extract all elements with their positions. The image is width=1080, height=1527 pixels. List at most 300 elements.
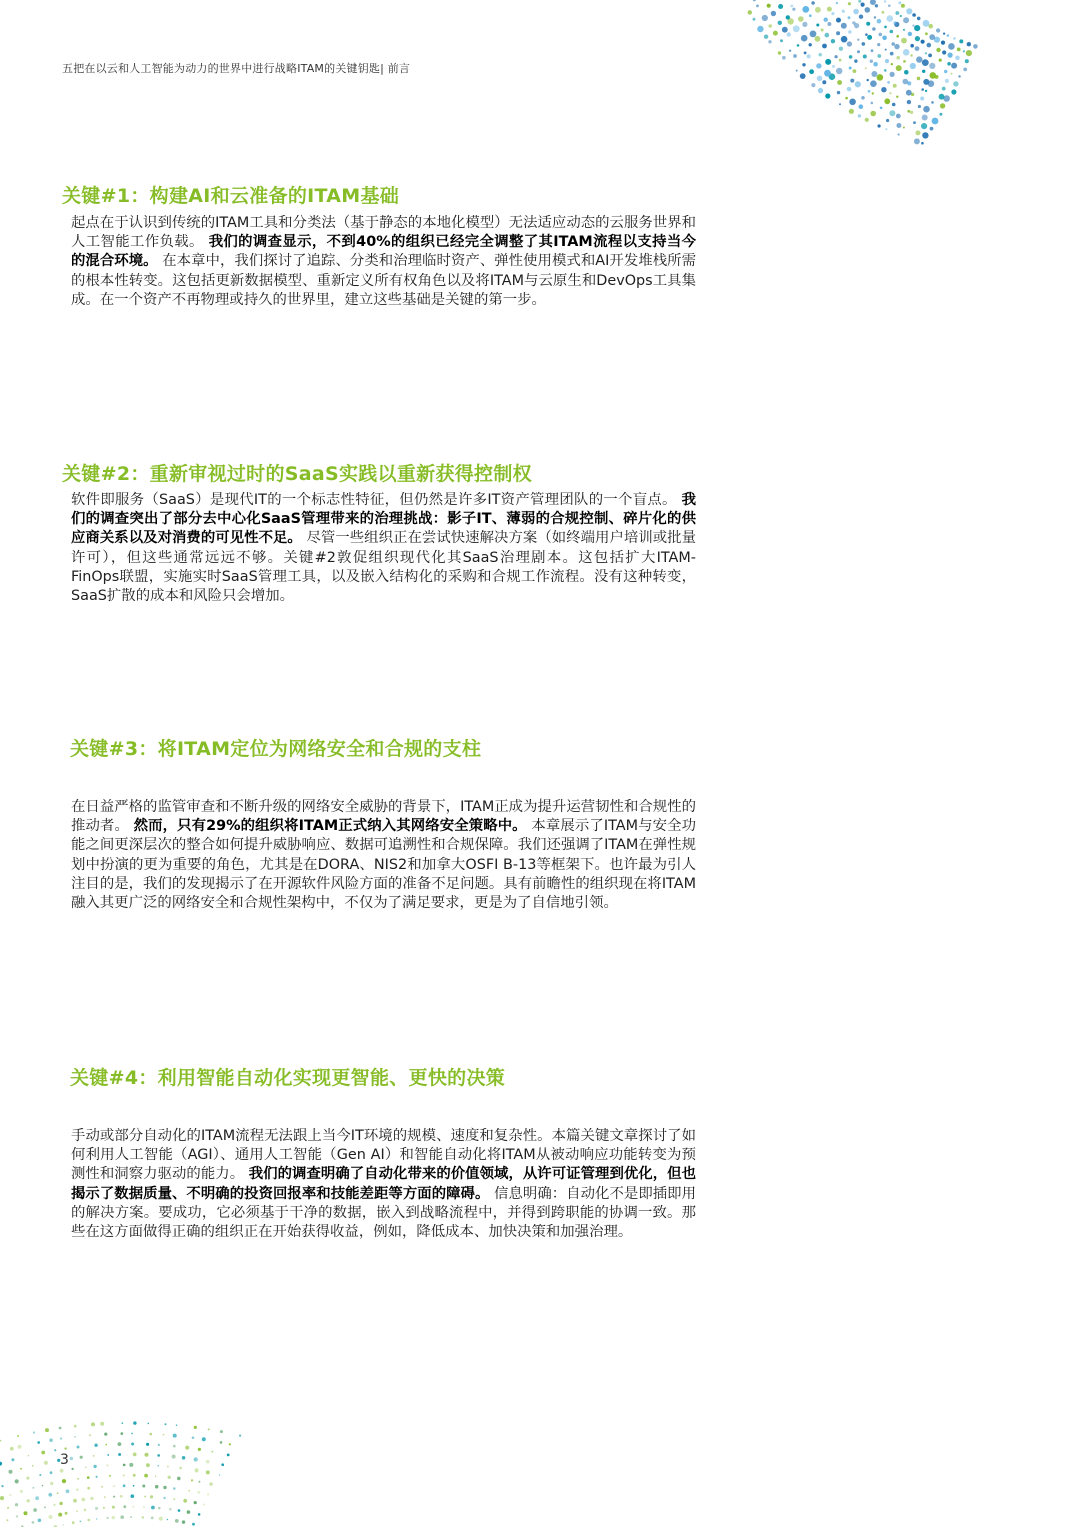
section-3-body-text: 在日益严格的监管审查和不断升级的网络安全威胁的背景下，ITAM正成为提升运营韧性和合规性的推动者。 bbox=[71, 799, 696, 835]
decorative-dot bbox=[903, 29, 905, 31]
decorative-dot bbox=[84, 1509, 87, 1512]
decorative-dot bbox=[131, 1443, 134, 1446]
decorative-dot bbox=[113, 1496, 115, 1498]
section-3-body-highlight: 然而，只有29%的组织将ITAM正式纳入其网络安全策略中。 bbox=[133, 818, 527, 835]
decorative-dot bbox=[0, 1462, 2, 1466]
decorative-dot bbox=[20, 1468, 22, 1470]
decorative-dot bbox=[917, 77, 921, 81]
decorative-dot bbox=[172, 1455, 176, 1459]
globe-dots-decoration-bottom bbox=[0, 1407, 330, 1527]
decorative-dot bbox=[41, 1451, 45, 1455]
decorative-dot bbox=[32, 1521, 35, 1524]
decorative-dot bbox=[837, 80, 842, 85]
decorative-dot bbox=[957, 48, 961, 52]
decorative-dot bbox=[177, 1477, 181, 1481]
decorative-dot bbox=[885, 128, 887, 130]
decorative-dot bbox=[965, 59, 969, 63]
decorative-dot bbox=[118, 1442, 122, 1446]
decorative-dot bbox=[853, 69, 857, 73]
decorative-dot bbox=[148, 1423, 150, 1425]
decorative-dot bbox=[54, 1449, 56, 1451]
decorative-dot bbox=[842, 10, 845, 13]
decorative-dot bbox=[74, 1425, 77, 1428]
decorative-dot bbox=[862, 42, 866, 46]
decorative-dot bbox=[6, 1519, 8, 1521]
decorative-dot bbox=[966, 50, 972, 56]
decorative-dot bbox=[819, 53, 822, 56]
decorative-dot bbox=[893, 84, 897, 88]
decorative-dot bbox=[903, 127, 905, 129]
decorative-dot bbox=[875, 4, 878, 7]
decorative-dot bbox=[896, 96, 898, 98]
decorative-dot bbox=[144, 1474, 148, 1478]
decorative-dot bbox=[921, 88, 924, 91]
decorative-dot bbox=[757, 26, 763, 32]
decorative-dot bbox=[872, 27, 876, 31]
decorative-dot bbox=[142, 1485, 145, 1488]
decorative-dot bbox=[940, 103, 945, 108]
decorative-dot bbox=[804, 52, 807, 55]
decorative-dot bbox=[163, 1497, 165, 1499]
decorative-dot bbox=[822, 80, 826, 84]
section-3-title: 关键#3：将ITAM定位为网络安全和合规的支柱 bbox=[70, 738, 482, 760]
decorative-dot bbox=[894, 44, 899, 49]
decorative-dot bbox=[792, 8, 795, 11]
decorative-dot bbox=[173, 1445, 176, 1448]
section-1-body-text-cont: 在本章中，我们探讨了追踪、分类和治理临时资产、弹性使用模式和AI开发堆栈所需的根本性转变。这包括更新数据模型、重新定义所有权角色以及将ITAM与云原生和DevOps工具集成。在一个资产不再物理或持久的世界里，建立这些基础是关键的第一步。 bbox=[71, 253, 696, 308]
decorative-dot bbox=[87, 1519, 90, 1522]
decorative-dot bbox=[123, 1505, 126, 1508]
decorative-dot bbox=[848, 16, 851, 19]
decorative-dot bbox=[963, 68, 967, 72]
decorative-dot bbox=[24, 1511, 28, 1515]
decorative-dot bbox=[831, 39, 835, 43]
decorative-dot bbox=[107, 1454, 109, 1456]
decorative-dot bbox=[179, 1467, 182, 1470]
decorative-dot bbox=[221, 1463, 224, 1466]
decorative-dot bbox=[782, 56, 786, 60]
decorative-dot bbox=[103, 1507, 105, 1509]
decorative-dot bbox=[105, 1444, 107, 1446]
decorative-dot bbox=[900, 15, 902, 17]
decorative-dot bbox=[144, 1496, 146, 1498]
decorative-dot bbox=[72, 1521, 75, 1524]
decorative-dot bbox=[123, 1464, 126, 1467]
decorative-dot bbox=[168, 1476, 171, 1479]
section-1-body-highlight: 我们的调查显示，不到40%的组织已经完全调整了其ITAM流程以支持当今的混合环境。 bbox=[71, 234, 696, 270]
decorative-dot bbox=[194, 1457, 198, 1461]
decorative-dot bbox=[880, 107, 883, 110]
decorative-dot bbox=[913, 121, 916, 124]
decorative-dot bbox=[118, 1453, 121, 1456]
decorative-dot bbox=[882, 36, 887, 41]
decorative-dot bbox=[77, 1446, 80, 1449]
decorative-dot bbox=[64, 1447, 66, 1449]
decorative-dot bbox=[896, 35, 899, 38]
decorative-dot bbox=[944, 70, 947, 73]
decorative-dot bbox=[208, 1428, 210, 1430]
decorative-dot bbox=[50, 1482, 53, 1485]
decorative-dot bbox=[893, 21, 896, 24]
section-4-body-highlight: 我们的调查明确了自动化带来的价值领域，从许可证管理到优化，但也揭示了数据质量、不明确的投资回报率和技能差距等方面的障碍。 bbox=[71, 1166, 696, 1202]
decorative-dot bbox=[861, 3, 865, 7]
decorative-dot bbox=[768, 40, 771, 43]
decorative-dot bbox=[914, 138, 920, 144]
decorative-dot bbox=[185, 1446, 189, 1450]
decorative-dot bbox=[845, 97, 848, 100]
decorative-dot bbox=[158, 1507, 161, 1510]
decorative-dot bbox=[163, 1486, 166, 1489]
decorative-dot bbox=[194, 1501, 197, 1504]
decorative-dot bbox=[133, 1506, 135, 1508]
decorative-dot bbox=[27, 1499, 30, 1502]
decorative-dot bbox=[121, 1432, 124, 1435]
section-2-body-text: 软件即服务（SaaS）是现代IT的一个标志性特征，但仍然是许多IT资产管理团队的一个盲点。 bbox=[71, 492, 682, 508]
decorative-dot bbox=[169, 1508, 172, 1511]
decorative-dot bbox=[889, 110, 895, 116]
decorative-dot bbox=[824, 70, 831, 77]
decorative-dot bbox=[131, 1494, 135, 1498]
decorative-dot bbox=[800, 73, 806, 79]
decorative-dot bbox=[896, 65, 902, 71]
decorative-dot bbox=[929, 63, 935, 69]
decorative-dot bbox=[15, 1479, 19, 1483]
decorative-dot bbox=[768, 24, 772, 28]
decorative-dot bbox=[877, 19, 882, 24]
decorative-dot bbox=[778, 4, 783, 9]
decorative-dot bbox=[895, 11, 899, 15]
decorative-dot bbox=[192, 1436, 195, 1439]
decorative-dot bbox=[903, 79, 909, 85]
decorative-dot bbox=[836, 68, 842, 74]
decorative-dot bbox=[922, 59, 929, 66]
header-breadcrumb: 五把在以云和人工智能为动力的世界中进行战略ITAM的关键钥匙| 前言 bbox=[62, 62, 411, 75]
decorative-dot bbox=[855, 81, 861, 87]
decorative-dot bbox=[130, 1516, 132, 1518]
decorative-dot bbox=[57, 1492, 59, 1494]
section-4-body bbox=[71, 1127, 696, 1242]
decorative-dot bbox=[914, 25, 920, 31]
decorative-dot bbox=[220, 1441, 223, 1444]
decorative-dot bbox=[206, 1470, 210, 1474]
decorative-dot bbox=[810, 31, 817, 38]
decorative-dot bbox=[973, 44, 978, 49]
decorative-dot bbox=[939, 59, 942, 62]
decorative-dot bbox=[870, 60, 873, 63]
decorative-dot bbox=[811, 83, 815, 87]
decorative-dot bbox=[877, 43, 880, 46]
decorative-dot bbox=[925, 52, 927, 54]
decorative-dot bbox=[76, 1488, 79, 1491]
decorative-dot bbox=[955, 56, 960, 61]
decorative-dot bbox=[87, 1476, 90, 1479]
decorative-dot bbox=[786, 15, 790, 19]
section-4-title: 关键#4：利用智能自动化实现更智能、更快的决策 bbox=[70, 1067, 506, 1089]
decorative-dot bbox=[825, 93, 830, 98]
decorative-dot bbox=[101, 1486, 103, 1488]
decorative-dot bbox=[891, 42, 895, 46]
decorative-dot bbox=[951, 89, 956, 94]
decorative-dot bbox=[32, 1487, 34, 1489]
decorative-dot bbox=[18, 1445, 22, 1449]
decorative-dot bbox=[11, 1458, 14, 1461]
decorative-dot bbox=[910, 44, 914, 48]
decorative-dot bbox=[89, 1434, 91, 1436]
decorative-dot bbox=[211, 1451, 213, 1453]
decorative-dot bbox=[817, 76, 823, 82]
decorative-dot bbox=[904, 70, 909, 75]
decorative-dot bbox=[951, 63, 957, 69]
section-4-body-text-cont: 信息明确：自动化不是即插即用的解决方案。要成功，它必须基于干净的数据，嵌入到战略流程中，并得到跨职能的协调一致。那些在这方面做得正确的组织正在开始获得收益，例如，降低成本、加快决策和加强治理。 bbox=[71, 1185, 696, 1241]
decorative-dot bbox=[782, 27, 788, 33]
decorative-dot bbox=[112, 1516, 115, 1519]
decorative-dot bbox=[906, 90, 912, 96]
decorative-dot bbox=[871, 102, 874, 105]
decorative-dot bbox=[821, 28, 824, 31]
decorative-dot bbox=[910, 63, 916, 69]
decorative-dot bbox=[753, 0, 756, 1]
decorative-dot bbox=[790, 5, 793, 8]
decorative-dot bbox=[925, 32, 928, 35]
decorative-dot bbox=[921, 123, 927, 129]
decorative-dot bbox=[888, 4, 891, 7]
decorative-dot bbox=[57, 1459, 60, 1462]
decorative-dot bbox=[778, 51, 781, 54]
decorative-dot bbox=[771, 11, 776, 16]
decorative-dot bbox=[100, 1422, 104, 1426]
decorative-dot bbox=[150, 1433, 153, 1436]
decorative-dot bbox=[80, 1521, 82, 1523]
decorative-dot bbox=[787, 32, 791, 36]
decorative-dot bbox=[71, 1468, 73, 1470]
decorative-dot bbox=[780, 39, 783, 42]
decorative-dot bbox=[839, 59, 842, 62]
decorative-dot bbox=[865, 118, 869, 122]
decorative-dot bbox=[801, 35, 808, 42]
decorative-dot bbox=[90, 1497, 93, 1500]
section-1-body bbox=[71, 214, 696, 310]
decorative-dot bbox=[824, 18, 828, 22]
decorative-dot bbox=[66, 1489, 70, 1493]
decorative-dot bbox=[857, 50, 860, 53]
decorative-dot bbox=[80, 1456, 83, 1459]
decorative-dot bbox=[220, 1430, 223, 1433]
decorative-dot bbox=[907, 100, 911, 104]
decorative-dot bbox=[874, 16, 876, 18]
decorative-dot bbox=[206, 1460, 210, 1464]
decorative-dot bbox=[936, 28, 940, 32]
decorative-dot bbox=[848, 30, 852, 34]
decorative-dot bbox=[887, 15, 894, 22]
decorative-dot bbox=[922, 132, 928, 138]
section-2-body-text-cont: 尽管一些组织正在尝试快速解决方案（如终端用户培训或批量许可），但这些通常远远不够。关键#2敦促组织现代化其SaaS治理剧本。这包括扩大ITAM-FinOps联盟，实施实时SaaS管理工具，以及嵌入结构化的采购和合规工作流程。没有这种转变，SaaS扩散的成本和风险只会增加。 bbox=[71, 530, 696, 605]
decorative-dot bbox=[832, 65, 835, 68]
decorative-dot bbox=[112, 1506, 115, 1509]
decorative-dot bbox=[17, 1435, 19, 1437]
decorative-dot bbox=[16, 1515, 18, 1517]
decorative-dot bbox=[921, 142, 924, 145]
decorative-dot bbox=[773, 31, 778, 36]
decorative-dot bbox=[818, 88, 823, 93]
decorative-dot bbox=[885, 49, 887, 51]
decorative-dot bbox=[113, 1485, 115, 1487]
decorative-dot bbox=[931, 101, 934, 104]
decorative-dot bbox=[178, 1509, 181, 1512]
decorative-dot bbox=[194, 1426, 197, 1429]
decorative-dot bbox=[76, 1510, 78, 1512]
decorative-dot bbox=[10, 1447, 14, 1451]
decorative-dot bbox=[104, 1433, 107, 1436]
decorative-dot bbox=[841, 36, 848, 43]
decorative-dot bbox=[143, 1506, 144, 1507]
decorative-dot bbox=[847, 41, 852, 46]
decorative-dot bbox=[959, 39, 963, 43]
decorative-dot bbox=[753, 18, 756, 21]
decorative-dot bbox=[1, 1485, 3, 1487]
decorative-dot bbox=[849, 99, 856, 106]
decorative-dot bbox=[835, 55, 838, 58]
decorative-dot bbox=[96, 1476, 98, 1478]
decorative-dot bbox=[825, 59, 831, 65]
decorative-dot bbox=[198, 1513, 201, 1516]
decorative-dot bbox=[859, 15, 863, 19]
decorative-dot bbox=[63, 1524, 64, 1525]
decorative-dot bbox=[39, 1474, 41, 1476]
decorative-dot bbox=[767, 4, 771, 8]
decorative-dot bbox=[48, 1515, 52, 1519]
section-1-title: 关键#1：构建AI和云准备的ITAM基础 bbox=[62, 185, 400, 207]
decorative-dot bbox=[9, 1470, 13, 1474]
decorative-dot bbox=[796, 70, 798, 72]
decorative-dot bbox=[165, 1423, 167, 1425]
decorative-dot bbox=[93, 1465, 96, 1468]
decorative-dot bbox=[839, 103, 841, 105]
decorative-dot bbox=[916, 130, 921, 135]
decorative-dot bbox=[106, 1464, 108, 1466]
decorative-dot bbox=[87, 1487, 90, 1490]
decorative-dot bbox=[896, 56, 900, 60]
decorative-dot bbox=[192, 1523, 195, 1526]
decorative-dot bbox=[26, 1477, 29, 1480]
decorative-dot bbox=[836, 2, 838, 4]
decorative-dot bbox=[9, 1494, 11, 1496]
decorative-dot bbox=[942, 50, 946, 54]
decorative-dot bbox=[158, 1444, 160, 1446]
decorative-dot bbox=[37, 1441, 40, 1444]
decorative-dot bbox=[890, 52, 894, 56]
decorative-dot bbox=[948, 43, 955, 50]
decorative-dot bbox=[910, 111, 913, 114]
decorative-dot bbox=[188, 1490, 190, 1492]
decorative-dot bbox=[120, 1495, 123, 1498]
decorative-dot bbox=[131, 1433, 133, 1435]
decorative-dot bbox=[133, 1474, 136, 1477]
decorative-dot bbox=[920, 97, 924, 101]
decorative-dot bbox=[129, 1463, 133, 1467]
decorative-dot bbox=[901, 38, 907, 44]
decorative-dot bbox=[789, 50, 791, 52]
decorative-dot bbox=[871, 71, 877, 77]
decorative-dot bbox=[921, 40, 925, 44]
decorative-dot bbox=[809, 43, 812, 46]
decorative-dot bbox=[33, 1508, 37, 1512]
decorative-dot bbox=[176, 1424, 178, 1426]
decorative-dot bbox=[890, 30, 894, 34]
decorative-dot bbox=[884, 69, 887, 72]
decorative-dot bbox=[239, 1435, 241, 1437]
decorative-dot bbox=[882, 11, 885, 14]
decorative-dot bbox=[896, 123, 901, 128]
decorative-dot bbox=[93, 1455, 94, 1456]
decorative-dot bbox=[850, 79, 854, 83]
decorative-dot bbox=[827, 22, 831, 26]
decorative-dot bbox=[77, 1478, 79, 1480]
decorative-dot bbox=[151, 1517, 154, 1520]
decorative-dot bbox=[133, 1485, 135, 1487]
decorative-dot bbox=[150, 1495, 153, 1498]
section-1-body-text: 起点在于认识到传统的ITAM工具和分类法（基于静态的本地化模型）无法适应动态的云服务世界和人工智能工作负载。 bbox=[71, 215, 696, 251]
decorative-dot bbox=[809, 69, 814, 74]
decorative-dot bbox=[879, 33, 883, 37]
decorative-dot bbox=[839, 47, 843, 51]
decorative-dot bbox=[198, 1481, 200, 1483]
decorative-dot bbox=[48, 1493, 52, 1497]
decorative-dot bbox=[73, 1499, 77, 1503]
decorative-dot bbox=[891, 63, 893, 65]
decorative-dot bbox=[155, 1476, 156, 1477]
decorative-dot bbox=[815, 36, 821, 42]
decorative-dot bbox=[915, 36, 920, 41]
decorative-dot bbox=[65, 1512, 68, 1515]
decorative-dot bbox=[822, 44, 827, 49]
decorative-dot bbox=[849, 67, 852, 70]
decorative-dot bbox=[198, 1448, 201, 1451]
decorative-dot bbox=[853, 9, 859, 15]
decorative-dot bbox=[953, 37, 955, 39]
section-2-body-highlight: 我们的调查突出了部分去中心化SaaS管理带来的治理挑战：影子IT、薄弱的合规控制、碎片化的供应商关系以及对消费的可见性不足。 bbox=[71, 492, 696, 547]
decorative-dot bbox=[121, 1422, 123, 1424]
decorative-dot bbox=[35, 1496, 39, 1500]
decorative-dot bbox=[44, 1461, 48, 1465]
decorative-dot bbox=[49, 1439, 52, 1442]
decorative-dot bbox=[173, 1487, 176, 1490]
decorative-dot bbox=[858, 114, 861, 117]
decorative-dot bbox=[925, 90, 927, 92]
decorative-dot bbox=[81, 1498, 85, 1502]
decorative-dot bbox=[95, 1507, 98, 1510]
decorative-dot bbox=[229, 1443, 231, 1445]
decorative-dot bbox=[868, 90, 871, 93]
decorative-dot bbox=[932, 118, 939, 125]
decorative-dot bbox=[15, 1503, 18, 1506]
decorative-dot bbox=[60, 1469, 64, 1473]
decorative-dot bbox=[865, 67, 867, 69]
decorative-dot bbox=[173, 1434, 177, 1438]
decorative-dot bbox=[871, 49, 874, 52]
decorative-dot bbox=[881, 87, 886, 92]
decorative-dot bbox=[793, 54, 797, 58]
decorative-dot bbox=[953, 81, 958, 86]
decorative-dot bbox=[910, 54, 912, 56]
decorative-dot bbox=[59, 1502, 62, 1505]
decorative-dot bbox=[939, 94, 945, 100]
decorative-dot bbox=[836, 31, 840, 35]
decorative-dot bbox=[203, 1504, 205, 1506]
decorative-dot bbox=[157, 1465, 159, 1467]
decorative-dot bbox=[133, 1421, 136, 1424]
decorative-dot bbox=[889, 92, 891, 94]
decorative-dot bbox=[74, 1436, 76, 1438]
